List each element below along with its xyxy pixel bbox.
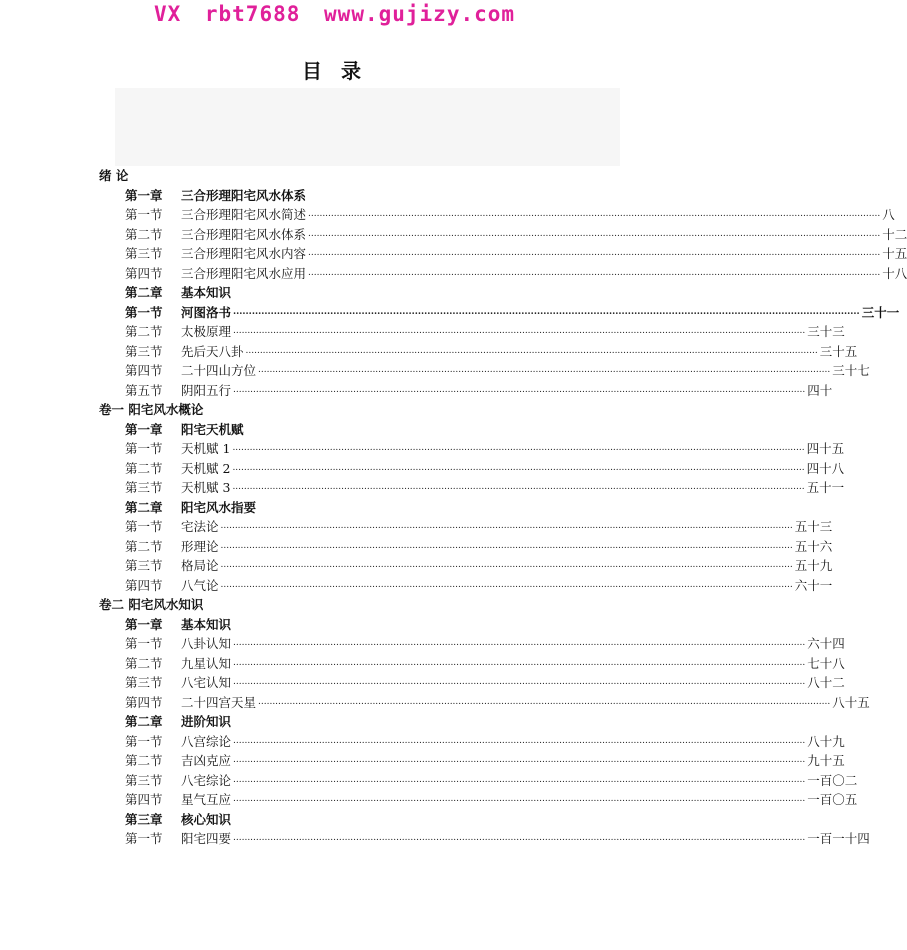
section-title: 宅法论 — [181, 519, 219, 534]
chapter-number: 第一章 — [125, 187, 163, 203]
section-number: 第一节 — [125, 519, 163, 534]
section-number: 第二节 — [125, 226, 163, 242]
toc-section[interactable] — [125, 654, 845, 673]
section-number: 第一节 — [125, 441, 163, 456]
chapter-title: 阳宅天机赋 — [181, 421, 244, 437]
page-number: 八十九 — [807, 733, 845, 749]
leader-dots: ........................................................................................................................................................................................................ — [220, 540, 793, 551]
toc-section[interactable] — [125, 537, 833, 556]
page-number: 五十六 — [794, 538, 833, 554]
leader-dots: ........................................................................................................................................................................................................ — [220, 560, 793, 570]
toc-section[interactable] — [125, 576, 833, 595]
page-number: 四十五 — [806, 441, 845, 456]
chapter-title: 基本知识 — [181, 616, 232, 632]
leader-dots: ........................................................................................................................................................................................................ — [232, 482, 805, 492]
section-title: 九星认知 — [181, 655, 232, 671]
section-number: 第二节 — [125, 655, 163, 671]
section-title: 三合形理阳宅风水体系 — [181, 226, 307, 242]
leader-dots: ........................................................................................................................................................................................................ — [233, 306, 860, 317]
section-title: 吉凶克应 — [181, 753, 232, 768]
page-number: 十五 — [882, 246, 907, 261]
leader-dots: ........................................................................................................................................................................................................ — [233, 833, 806, 843]
section-title: 八宅综论 — [181, 772, 232, 788]
toc-volume[interactable]: 绪 论 — [99, 168, 129, 183]
page-number: 六十一 — [794, 577, 833, 593]
toc-volume[interactable]: 卷一 阳宅风水概论 — [99, 402, 204, 417]
toc-chapter[interactable] — [125, 186, 306, 205]
leader-dots: ........................................................................................................................................................................................................ — [233, 657, 806, 668]
toc-chapter[interactable] — [125, 810, 231, 829]
page-number: 八十二 — [807, 675, 845, 690]
page-number: 五十一 — [806, 480, 845, 495]
section-number: 第四节 — [125, 363, 163, 378]
leader-dots: ........................................................................................................................................................................................................ — [258, 365, 831, 375]
section-title: 阳宅四要 — [181, 831, 232, 846]
chapter-title: 核心知识 — [181, 811, 232, 827]
leader-dots: ........................................................................................................................................................................................................ — [233, 755, 806, 765]
section-number: 第二节 — [125, 460, 163, 476]
section-number: 第五节 — [125, 382, 163, 398]
page-number: 五十九 — [794, 558, 833, 573]
leader-dots: ........................................................................................................................................................................................................ — [220, 579, 793, 590]
section-number: 第三节 — [125, 343, 163, 359]
leader-dots: ........................................................................................................................................................................................................ — [233, 638, 806, 648]
section-number: 第四节 — [125, 694, 163, 710]
page-number: 九十五 — [807, 753, 845, 768]
section-title: 天机赋 2 — [181, 460, 231, 476]
toc-section[interactable] — [125, 478, 845, 497]
section-number: 第一节 — [125, 733, 163, 749]
page-number: 六十四 — [807, 636, 845, 651]
section-title: 三合形理阳宅风水应用 — [181, 265, 307, 281]
leader-dots: ........................................................................................................................................................................................................ — [308, 267, 881, 278]
page-number: 七十八 — [807, 655, 845, 671]
leader-dots: ........................................................................................................................................................................................................ — [232, 462, 805, 473]
chapter-number: 第二章 — [125, 714, 163, 729]
toc-chapter[interactable] — [125, 498, 256, 517]
page-number: 八 — [882, 207, 895, 222]
toc-section[interactable] — [125, 459, 845, 478]
section-title: 八宅认知 — [181, 675, 232, 690]
section-title: 阴阳五行 — [181, 382, 232, 398]
toc-section[interactable] — [125, 517, 833, 536]
chapter-number: 第二章 — [125, 285, 163, 300]
section-number: 第一节 — [125, 304, 163, 320]
leader-dots: ........................................................................................................................................................................................................ — [245, 345, 818, 356]
page-number: 三十七 — [832, 363, 870, 378]
toc-section[interactable] — [125, 205, 895, 224]
leader-dots: ........................................................................................................................................................................................................ — [233, 735, 806, 746]
leader-dots: ........................................................................................................................................................................................................ — [233, 677, 806, 687]
page-number: 一百一十四 — [807, 831, 870, 846]
leader-dots: ........................................................................................................................................................................................................ — [258, 696, 831, 707]
leader-dots: ........................................................................................................................................................................................................ — [220, 521, 793, 531]
leader-dots: ........................................................................................................................................................................................................ — [233, 326, 806, 336]
page-number: 五十三 — [794, 519, 833, 534]
chapter-number: 第一章 — [125, 421, 163, 437]
toc-section[interactable] — [125, 361, 870, 380]
section-title: 三合形理阳宅风水内容 — [181, 246, 307, 261]
chapter-title: 阳宅风水指要 — [181, 499, 257, 515]
leader-dots: ........................................................................................................................................................................................................ — [233, 794, 806, 804]
page-number: 一百〇二 — [807, 772, 858, 788]
toc-section[interactable] — [125, 342, 858, 361]
section-title: 格局论 — [181, 558, 219, 573]
chapter-title: 三合形理阳宅风水体系 — [181, 187, 307, 203]
section-title: 八气论 — [181, 577, 219, 593]
section-title: 太极原理 — [181, 324, 232, 339]
section-number: 第三节 — [125, 772, 163, 788]
page-number: 八十五 — [832, 694, 870, 710]
section-number: 第二节 — [125, 538, 163, 554]
toc-volume[interactable]: 卷二 阳宅风水知识 — [99, 597, 204, 612]
toc-section[interactable] — [125, 556, 833, 575]
toc-section[interactable] — [125, 634, 845, 653]
toc-section[interactable] — [125, 322, 845, 341]
toc-section[interactable] — [125, 673, 845, 692]
page-number: 三十五 — [819, 343, 858, 359]
section-title: 天机赋 1 — [181, 441, 231, 456]
chapter-number: 第三章 — [125, 811, 163, 827]
toc-chapter[interactable] — [125, 283, 231, 302]
section-title: 形理论 — [181, 538, 219, 554]
toc-section[interactable] — [125, 439, 845, 458]
leader-dots: ........................................................................................................................................................................................................ — [233, 384, 806, 395]
section-number: 第三节 — [125, 480, 163, 495]
chapter-number: 第一章 — [125, 616, 163, 632]
page-number: 四十八 — [806, 460, 845, 476]
page-number: 十八 — [882, 265, 907, 281]
section-number: 第四节 — [125, 577, 163, 593]
toc-section[interactable] — [125, 225, 907, 244]
toc-section[interactable] — [125, 829, 870, 848]
watermark: VX rbt7688 www.gujizy.com — [153, 2, 516, 26]
section-number: 第三节 — [125, 675, 163, 690]
toc-section[interactable] — [125, 771, 858, 790]
chapter-title: 基本知识 — [181, 285, 232, 300]
section-title: 二十四宫天星 — [181, 694, 257, 710]
section-title: 二十四山方位 — [181, 363, 257, 378]
toc-chapter[interactable] — [125, 420, 244, 439]
section-number: 第四节 — [125, 792, 163, 807]
leader-dots: ........................................................................................................................................................................................................ — [308, 209, 881, 219]
toc-chapter[interactable] — [125, 712, 231, 731]
section-number: 第三节 — [125, 246, 163, 261]
section-number: 第二节 — [125, 324, 163, 339]
page-number: 三十一 — [861, 304, 900, 320]
chapter-number: 第二章 — [125, 499, 163, 515]
section-number: 第四节 — [125, 265, 163, 281]
page-number: 一百〇五 — [807, 792, 858, 807]
section-title: 天机赋 3 — [181, 480, 231, 495]
toc-section[interactable] — [125, 790, 858, 809]
section-number: 第一节 — [125, 636, 163, 651]
section-title: 河图洛书 — [181, 304, 232, 320]
scan-band — [115, 88, 620, 166]
toc-section[interactable] — [125, 303, 900, 322]
section-number: 第二节 — [125, 753, 163, 768]
leader-dots: ........................................................................................................................................................................................................ — [233, 774, 806, 785]
toc-section[interactable] — [125, 381, 833, 400]
toc-section[interactable] — [125, 732, 845, 751]
section-number: 第一节 — [125, 207, 163, 222]
chapter-title: 进阶知识 — [181, 714, 232, 729]
leader-dots: ........................................................................................................................................................................................................ — [308, 248, 881, 258]
toc-section[interactable] — [125, 693, 870, 712]
section-number: 第一节 — [125, 831, 163, 846]
section-number: 第三节 — [125, 558, 163, 573]
toc-chapter[interactable] — [125, 615, 231, 634]
toc-section[interactable] — [125, 244, 907, 263]
leader-dots: ........................................................................................................................................................................................................ — [232, 443, 805, 453]
section-title: 星气互应 — [181, 792, 232, 807]
section-title: 三合形理阳宅风水简述 — [181, 207, 307, 222]
leader-dots: ........................................................................................................................................................................................................ — [308, 228, 881, 239]
page-title: 目 录 — [302, 59, 367, 83]
section-title: 八宫综论 — [181, 733, 232, 749]
toc-section[interactable] — [125, 751, 845, 770]
section-title: 先后天八卦 — [181, 343, 244, 359]
toc-section[interactable] — [125, 264, 907, 283]
section-title: 八卦认知 — [181, 636, 232, 651]
page-number: 十二 — [882, 226, 907, 242]
page-number: 四十 — [807, 382, 833, 398]
page-number: 三十三 — [807, 324, 845, 339]
